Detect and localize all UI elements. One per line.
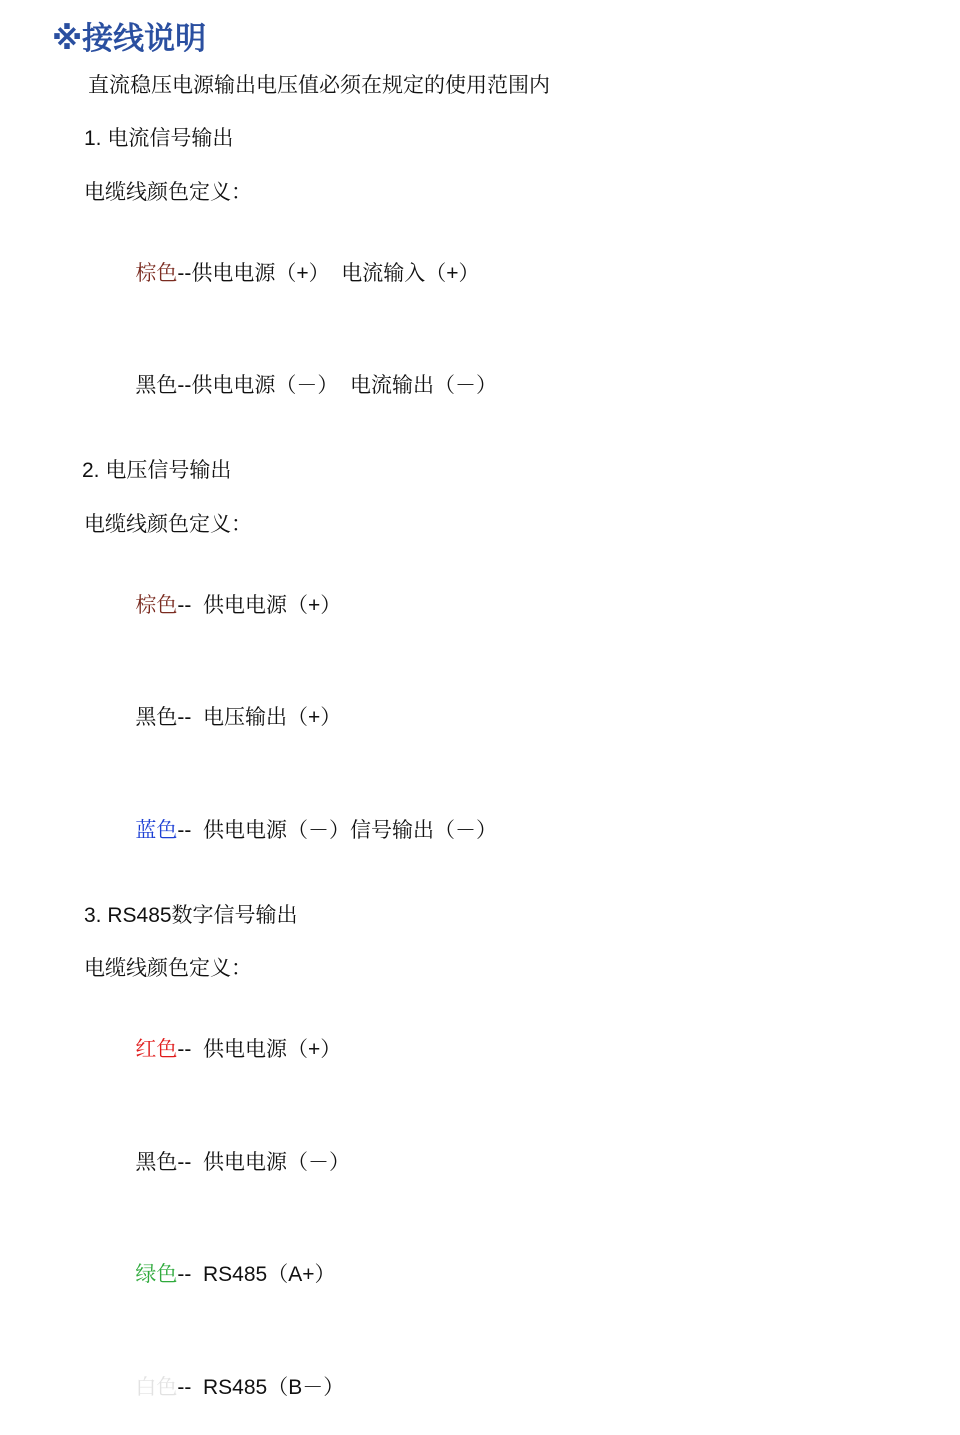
wire-description: --供电电源（+） 电流输入（+） <box>177 261 480 285</box>
wire-color-label: 蓝色 <box>135 818 178 842</box>
wire-description: --供电电源（－） 电流输出（－） <box>177 374 497 398</box>
wire-color-label: 黑色 <box>135 1150 178 1174</box>
wire-description: -- 供电电源（－） <box>177 1150 350 1174</box>
wire-color-label: 白色 <box>135 1375 178 1399</box>
wire-color-label: 绿色 <box>135 1263 178 1287</box>
intro-text: 直流稳压电源输出电压值必须在规定的使用范围内 <box>88 73 550 97</box>
section-subheading-2: 电缆线颜色定义： <box>84 512 252 536</box>
wire-line <box>112 783 960 878</box>
wire-description: -- 电压输出（+） <box>177 706 342 730</box>
section-heading-2: 2. 电压信号输出 <box>82 459 232 483</box>
wire-description: -- 供电电源（+） <box>177 1038 342 1062</box>
wire-description: -- 供电电源（+） <box>177 593 342 617</box>
wire-line <box>112 558 960 653</box>
wire-color-label: 黑色 <box>135 706 178 730</box>
page-title: ※接线说明 <box>52 21 207 56</box>
wire-description: -- RS485（B－） <box>177 1375 345 1399</box>
wire-line <box>112 226 960 321</box>
wire-color-label: 红色 <box>135 1038 178 1062</box>
section-subheading-3: 电缆线颜色定义： <box>84 957 252 981</box>
section-heading-3: 3. RS485数字信号输出 <box>84 903 298 927</box>
wire-description: -- RS485（A+） <box>177 1263 336 1287</box>
wire-line <box>112 1003 960 1098</box>
wire-line <box>112 1115 960 1210</box>
wire-line <box>112 1340 960 1435</box>
wire-color-label: 黑色 <box>135 374 178 398</box>
wire-color-label: 棕色 <box>135 593 178 617</box>
wire-line <box>112 1228 960 1323</box>
wire-color-label: 棕色 <box>135 261 178 285</box>
section-heading-1: 1. 电流信号输出 <box>84 127 234 151</box>
wire-line <box>112 339 960 434</box>
section-subheading-1: 电缆线颜色定义： <box>84 180 252 204</box>
wire-description: -- 供电电源（－）信号输出（－） <box>177 818 497 842</box>
wire-line <box>112 671 960 766</box>
